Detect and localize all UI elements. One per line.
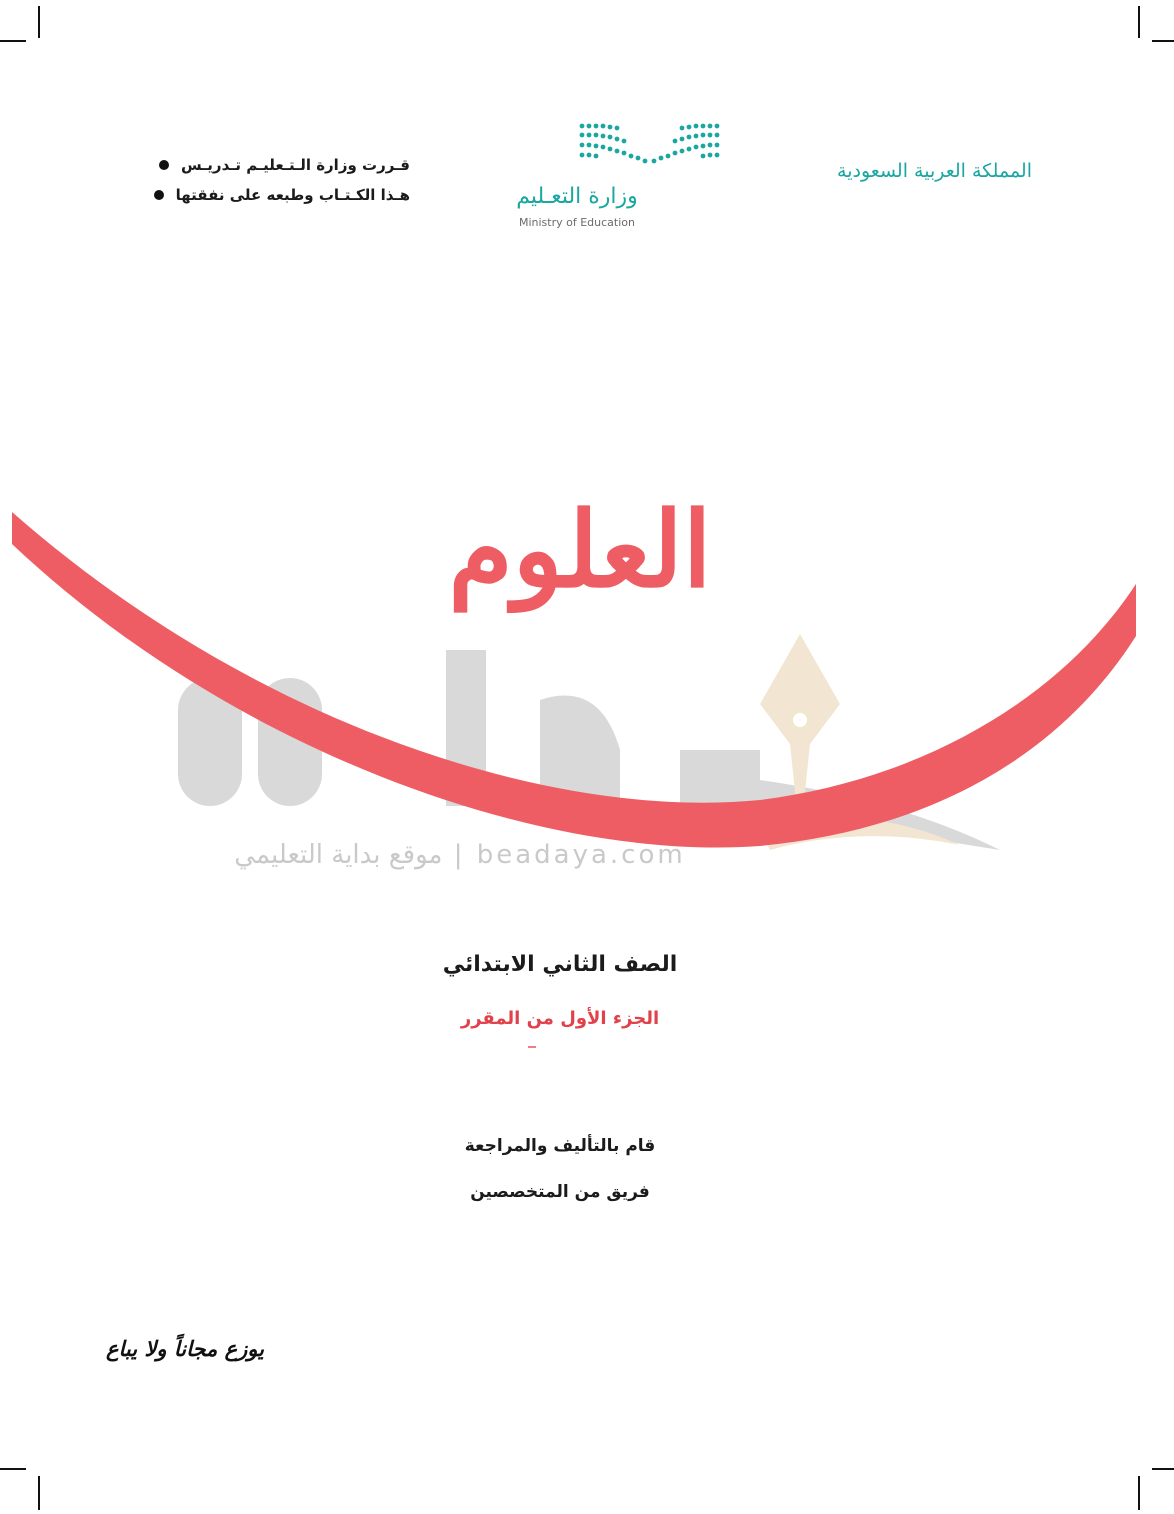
notice-line-text: قـررت وزارة الـتـعليـم تـدريـس	[180, 156, 410, 174]
pen-nib-hole	[793, 713, 807, 727]
course-part: الجزء الأول من المقرر	[460, 1008, 660, 1029]
notice-line-text: هـذا الكـتـاب وطبعه على نفقتها	[175, 186, 410, 204]
decorative-mark	[528, 1046, 536, 1048]
crop-mark-top-left-horizontal	[0, 40, 26, 42]
bullet-icon	[159, 160, 169, 170]
grade-level: الصف الثاني الابتدائي	[442, 952, 678, 977]
ministry-name-english: Ministry of Education	[518, 216, 635, 229]
watermark-letter-shape	[680, 750, 760, 806]
crop-mark-bottom-right-vertical	[1138, 1476, 1140, 1510]
notice-line	[110, 180, 410, 210]
ministry-notice	[110, 150, 410, 210]
book-title: العلوم	[448, 488, 712, 611]
bullet-icon	[154, 190, 164, 200]
crop-mark-bottom-right-horizontal	[1152, 1468, 1174, 1470]
crop-mark-bottom-left-horizontal	[0, 1468, 26, 1470]
notice-line	[110, 150, 410, 180]
free-distribution-note: يوزع مجاناً ولا يباع	[106, 1336, 264, 1361]
authors-line-1: قام بالتأليف والمراجعة	[464, 1136, 656, 1156]
kingdom-name: المملكة العربية السعودية	[837, 160, 1032, 182]
authors-line-2: فريق من المتخصصين	[470, 1182, 650, 1202]
crop-mark-top-right-horizontal	[1152, 40, 1174, 42]
crop-mark-bottom-left-vertical	[38, 1476, 40, 1510]
crop-mark-top-right-vertical	[1138, 6, 1140, 38]
ministry-name-arabic: وزارة التعـليم	[516, 184, 638, 209]
crop-mark-top-left-vertical	[38, 6, 40, 38]
watermark-url: beadaya.com | موقع بداية التعليمي	[234, 840, 686, 870]
